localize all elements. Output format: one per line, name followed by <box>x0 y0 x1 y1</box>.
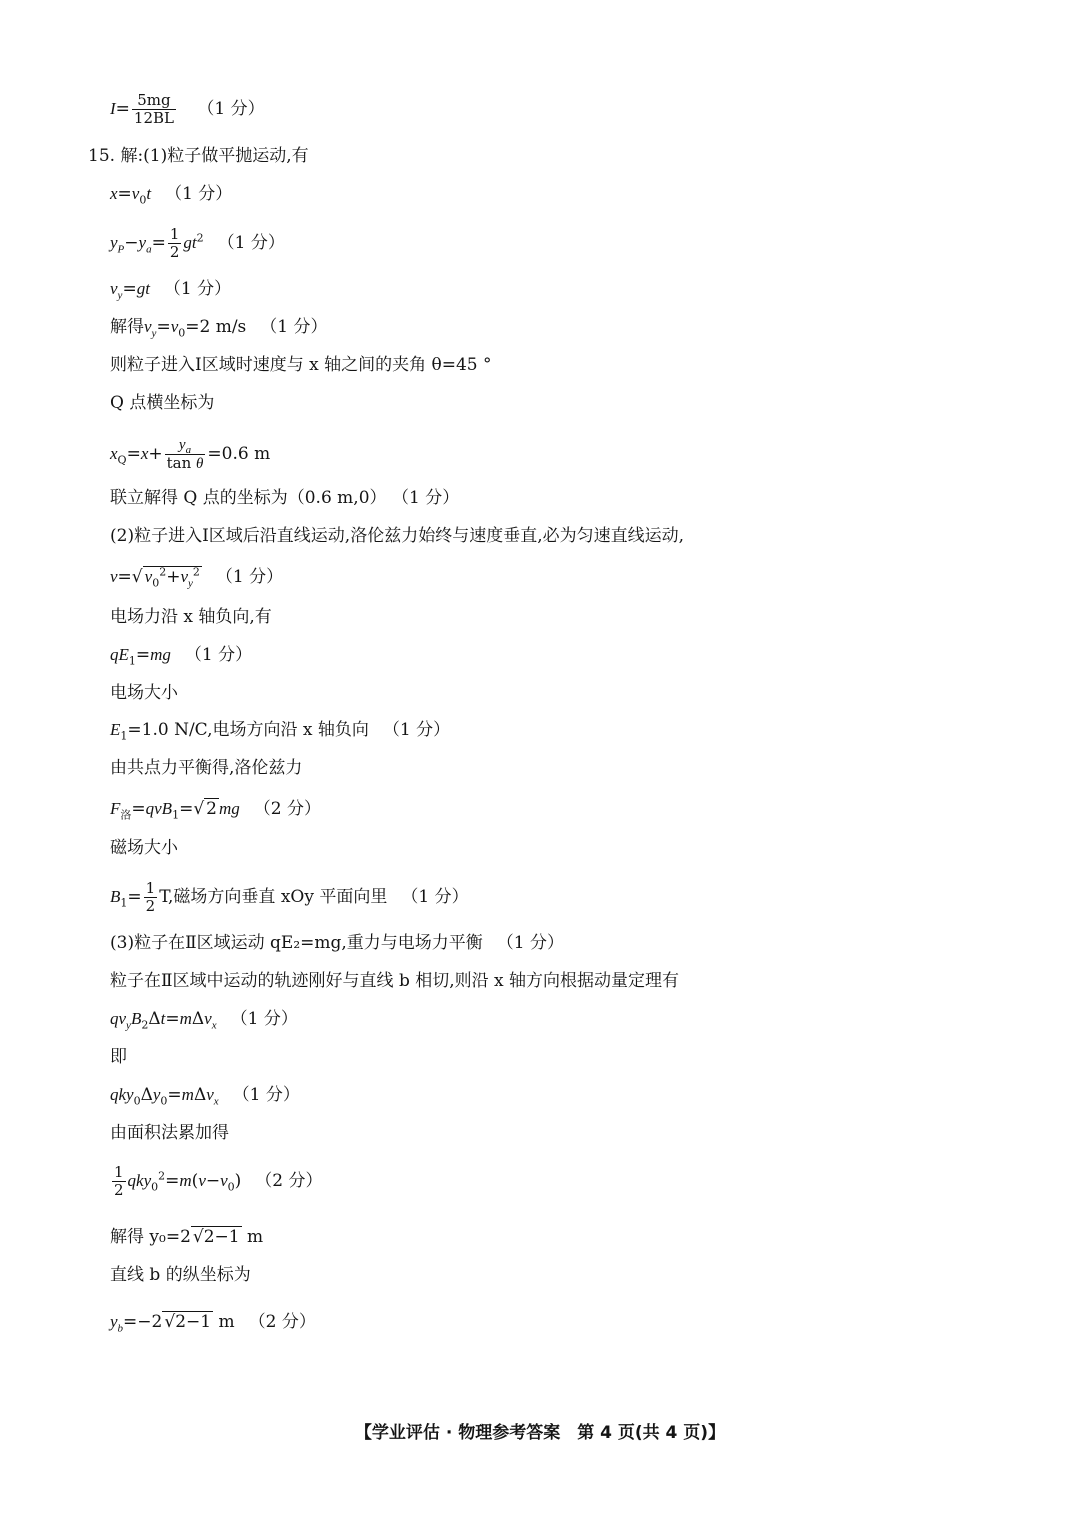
score: （1 分） <box>232 1085 300 1105</box>
eq-y-diff: $y_P-y_a=$ $\frac{1}{2}$ $gt^2$ （1 分） <box>110 225 285 261</box>
eq-vy-solve: 解得$v_y=v_0=2$ m/s （1 分） <box>110 317 328 340</box>
score: （1 分） <box>197 99 265 119</box>
score: （1 分） <box>165 184 233 204</box>
score: （2 分） <box>248 1312 316 1332</box>
eq-vy: $v_y=gt$ （1 分） <box>110 279 232 302</box>
score: （1 分） <box>230 1009 298 1029</box>
text-ji: 即 <box>110 1047 127 1067</box>
eq-area-sum: $\frac{1}{2}$ $qky_0^2=m(v-v_0)$ （2 分） <box>114 1163 323 1199</box>
eq-yb: $y_b=-2$ √2−1 m （2 分） <box>110 1312 316 1335</box>
eq-momentum: $qv_yB_2\Delta t=m\Delta v_x$ （1 分） <box>110 1009 298 1032</box>
text-track: 粒子在Ⅱ区域中运动的轨迹刚好与直线 b 相切,则沿 x 轴方向根据动量定理有 <box>110 971 680 991</box>
eq-v: v=√ $v_0^2+v_y^2$ （1 分） <box>110 565 284 590</box>
text-yb: 直线 b 的纵坐标为 <box>110 1265 251 1285</box>
score: （2 分） <box>255 1171 323 1191</box>
text-e-force: 电场力沿 x 轴负向,有 <box>110 607 272 627</box>
text-Q-x: Q 点横坐标为 <box>110 393 215 413</box>
eq-B1: $B_1=$ $\frac{1}{2}$ T,磁场方向垂直 xOy 平面向里 （1 分） <box>110 879 469 915</box>
score: （1 分） <box>217 233 285 253</box>
eq-F-lorentz: $F_洛=qvB_1=√$ 2 mg （2 分） <box>110 799 321 822</box>
eq-qky0: $qky_0\Delta y_0=m\Delta v_x$ （1 分） <box>110 1085 300 1108</box>
text-part3: (3)粒子在Ⅱ区域运动 qE₂=mg,重力与电场力平衡 （1 分） <box>110 933 565 953</box>
score: （1 分） <box>382 720 451 740</box>
frac-den: 12BL <box>133 109 174 127</box>
text-area: 由面积法累加得 <box>110 1123 229 1143</box>
score: （1 分） <box>184 645 253 665</box>
score: （1 分） <box>260 317 328 337</box>
eq-current: I= $\frac{5mg}{12BL}$ （1 分） <box>110 91 265 127</box>
text-angle: 则粒子进入Ⅰ区域时速度与 x 轴之间的夹角 θ=45 ° <box>110 355 492 375</box>
question-15-heading: 15. 解:(1)粒子做平抛运动,有 <box>88 146 309 166</box>
text-E-size: 电场大小 <box>110 683 178 703</box>
eq-x: $x=v_0t$ （1 分） <box>110 184 233 207</box>
text-B-size: 磁场大小 <box>110 838 178 858</box>
score: （1 分） <box>496 933 565 953</box>
eq-qE1: $qE_1=mg$ （1 分） <box>110 645 253 668</box>
frac-num: 5mg <box>132 92 176 110</box>
text-part2: (2)粒子进入Ⅰ区域后沿直线运动,洛伦兹力始终与速度垂直,必为匀速直线运动, <box>110 526 685 546</box>
score: （1 分） <box>163 279 232 299</box>
eq-y0: 解得 y₀=2 √2−1 m <box>110 1227 264 1247</box>
score: （1 分） <box>400 488 460 508</box>
eq-xQ: $x_Q=x+$ $\frac{y_a}{\text{tan θ}}$ =0.6 m <box>110 437 271 472</box>
page-footer: 【学业评估 · 物理参考答案 第 4 页(共 4 页)】 <box>354 1423 726 1443</box>
score: （1 分） <box>401 887 469 907</box>
score: （2 分） <box>253 799 321 819</box>
score: （1 分） <box>215 567 284 587</box>
text-balance: 由共点力平衡得,洛伦兹力 <box>110 758 303 778</box>
eq-E1: $E_1=1.0$ N/C,电场方向沿 x 轴负向 （1 分） <box>110 720 451 743</box>
text-Q-coord: 联立解得 Q 点的坐标为（0.6 m,0） （1 分） <box>110 488 460 508</box>
